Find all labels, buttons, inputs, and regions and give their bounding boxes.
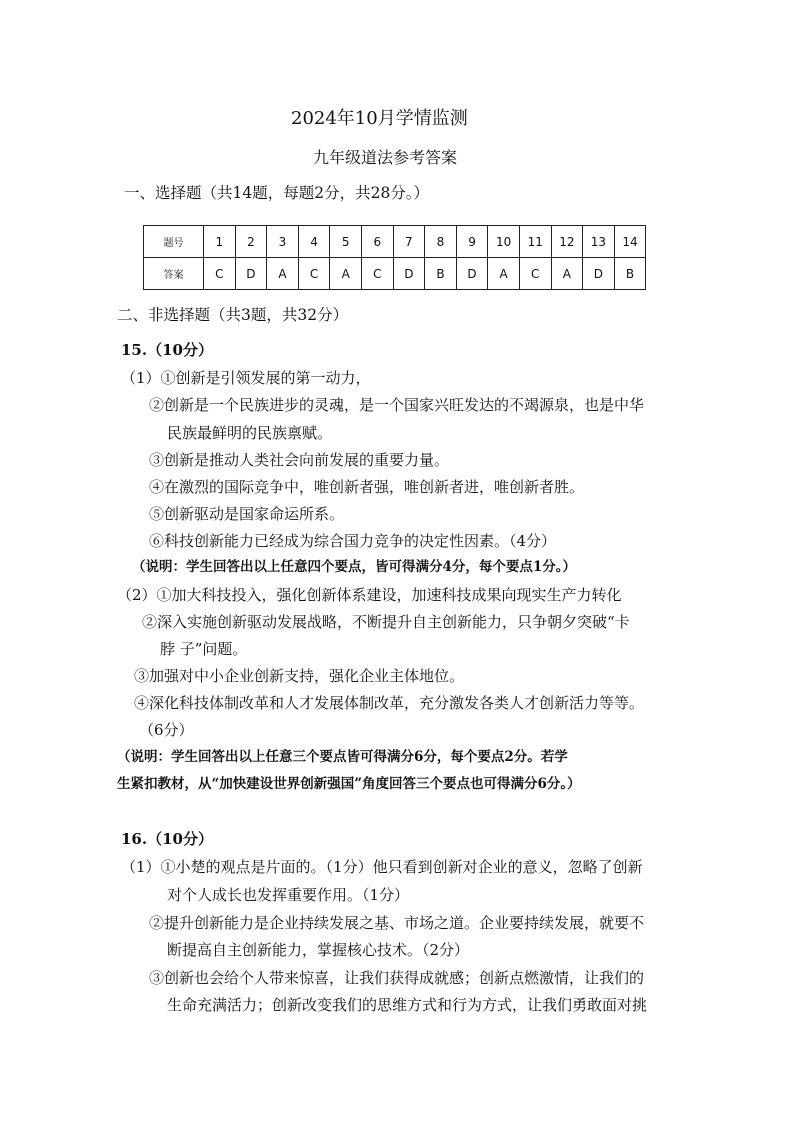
q15-line: ③创新是推动人类社会向前发展的重要力量。 bbox=[149, 451, 450, 469]
table-row-answers bbox=[144, 258, 646, 290]
table-cell: A bbox=[267, 258, 299, 290]
table-cell: 14 bbox=[614, 226, 646, 258]
table-cell: A bbox=[551, 258, 583, 290]
q15-note2: 生紧扣教材，从“加快建设世界创新强国”角度回答三个要点也可得满分6分。） bbox=[117, 776, 581, 792]
table-cell: C bbox=[298, 258, 330, 290]
q15-line: ④在激烈的国际竞争中，唯创新者强，唯创新者进，唯创新者胜。 bbox=[149, 478, 585, 496]
q15-line: （2）①加大科技投入，强化创新体系建设，加速科技成果向现实生产力转化 bbox=[117, 586, 622, 604]
table-cell: C bbox=[519, 258, 551, 290]
table-header-answer: 答案 bbox=[144, 258, 204, 290]
table-cell: 6 bbox=[361, 226, 393, 258]
table-cell: 1 bbox=[204, 226, 236, 258]
table-cell: D bbox=[583, 258, 615, 290]
q15-line: ④深化科技体制改革和人才发展体制改革，充分激发各类人才创新活力等等。 bbox=[134, 694, 645, 712]
table-cell: 3 bbox=[267, 226, 299, 258]
table-cell: A bbox=[330, 258, 362, 290]
table-cell: D bbox=[235, 258, 267, 290]
q16-line: 对个人成长也发挥重要作用。（1分） bbox=[167, 886, 410, 904]
table-cell: D bbox=[456, 258, 488, 290]
table-cell: 10 bbox=[488, 226, 520, 258]
table-cell: C bbox=[361, 258, 393, 290]
section1-heading: 一、选择题（共14题，每题2分，共28分。） bbox=[124, 184, 430, 202]
table-cell: 9 bbox=[456, 226, 488, 258]
q16-line: （1）①小楚的观点是片面的。（1分）他只看到创新对企业的意义，忽略了创新 bbox=[121, 858, 643, 876]
table-cell: 12 bbox=[551, 226, 583, 258]
section2-heading: 二、非选择题（共3题，共32分） bbox=[117, 306, 349, 324]
q16-heading: 16.（10分） bbox=[121, 830, 213, 848]
table-cell: B bbox=[425, 258, 457, 290]
answer-table bbox=[143, 225, 646, 290]
q15-line: 民族最鲜明的民族禀赋。 bbox=[167, 424, 333, 442]
q16-line: 生命充满活力；创新改变我们的思维方式和行为方式，让我们勇敢面对挑 bbox=[167, 996, 648, 1014]
page-subtitle: 九年级道法参考答案 bbox=[313, 148, 458, 167]
table-cell: C bbox=[204, 258, 236, 290]
q15-line: ⑤创新驱动是国家命运所系。 bbox=[149, 505, 345, 523]
q15-line: ②深入实施创新驱动发展战略，不断提升自主创新能力，只争朝夕突破“卡 bbox=[142, 613, 630, 631]
table-cell: D bbox=[393, 258, 425, 290]
q16-line: ③创新也会给个人带来惊喜，让我们获得成就感；创新点燃激情，让我们的 bbox=[149, 969, 645, 987]
table-header-number: 题号 bbox=[144, 226, 204, 258]
table-cell: 8 bbox=[425, 226, 457, 258]
q16-line: ②提升创新能力是企业持续发展之基、市场之道。企业要持续发展，就要不 bbox=[149, 914, 645, 932]
q15-note1: （说明：学生回答出以上任意四个要点，皆可得满分4分，每个要点1分。） bbox=[132, 559, 577, 575]
q15-heading: 15.（10分） bbox=[121, 341, 213, 359]
table-row-numbers bbox=[144, 226, 646, 258]
q15-line: ⑥科技创新能力已经成为综合国力竞争的决定性因素。（4分） bbox=[149, 532, 557, 550]
table-cell: 4 bbox=[298, 226, 330, 258]
q15-line: （1）①创新是引领发展的第一动力， bbox=[121, 369, 371, 387]
table-cell: 5 bbox=[330, 226, 362, 258]
table-cell: B bbox=[614, 258, 646, 290]
page-title: 2024年10月学情监测 bbox=[291, 108, 468, 129]
table-cell: 11 bbox=[519, 226, 551, 258]
q15-note2: （说明：学生回答出以上任意三个要点皆可得满分6分，每个要点2分。若学 bbox=[117, 749, 568, 765]
q15-line: （6分） bbox=[139, 721, 194, 739]
table-cell: A bbox=[488, 258, 520, 290]
q15-line: ③加强对中小企业创新支持，强化企业主体地位。 bbox=[134, 667, 465, 685]
table-cell: 13 bbox=[583, 226, 615, 258]
q15-line: ②创新是一个民族进步的灵魂，是一个国家兴旺发达的不竭源泉，也是中华 bbox=[149, 396, 645, 414]
table-cell: 2 bbox=[235, 226, 267, 258]
q15-line: 脖 子”问题。 bbox=[160, 640, 248, 658]
q16-line: 断提高自主创新能力，掌握核心技术。（2分） bbox=[167, 941, 470, 959]
table-cell: 7 bbox=[393, 226, 425, 258]
